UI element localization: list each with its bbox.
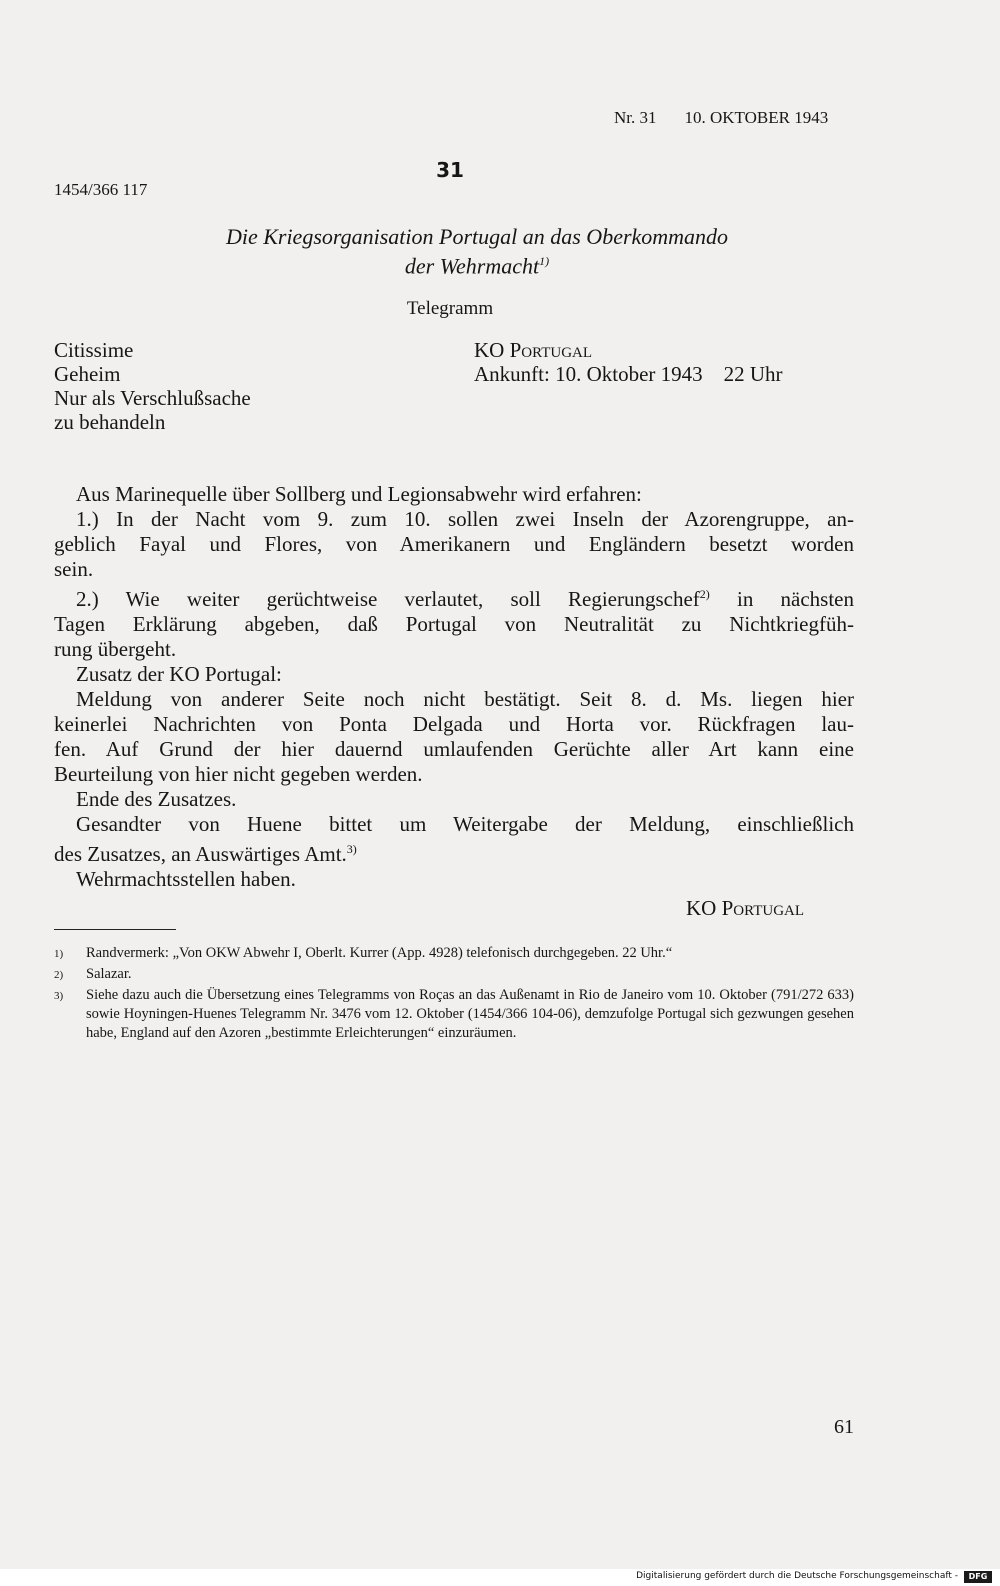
- archive-reference: 1454/366 117: [54, 180, 148, 199]
- telegram-body: [54, 482, 854, 892]
- footnote-text: Salazar.: [86, 966, 132, 982]
- footnote-text: Siehe dazu auch die Übersetzung eines Telegramms von Roças an das Außenamt in Rio de Janeiro vom 10. Oktober (791/272 633) sowie Hoyningen-Huenes Telegramm Nr. 3476 vom 12. Oktober (1454/366 104-06), demzufolge Portugal sich gezwungen gesehen habe, England auf den Azoren „bestimmte Erleichterungen“ einzuräumen.: [86, 987, 854, 1041]
- body-line: des Zusatzes, an Auswärtiges Amt.$^{3)}$: [54, 842, 357, 866]
- footnote-ref-2: 2): [699, 587, 710, 601]
- body-paragraph: Wehrmachtsstellen haben.: [76, 867, 296, 891]
- body-line: sein.: [54, 557, 94, 581]
- body-line: rung übergeht.: [54, 637, 177, 661]
- body-paragraph: Zusatz der KO Portugal:: [76, 662, 282, 686]
- header-date: 10. OKTOBER 1943: [684, 108, 829, 127]
- title-line-2: der Wehrmacht$^{1)}$: [404, 253, 550, 279]
- footnote: [54, 986, 854, 1043]
- body-line: keinerlei Nachrichten von Ponta Delgada und Horta vor. Rückfragen lau-: [54, 712, 854, 736]
- body-line: geblich Fayal und Flores, von Amerikanern und Engländern besetzt worden: [54, 532, 854, 556]
- page-number: 61: [834, 1416, 854, 1438]
- body-line: Tagen Erklärung abgeben, daß Portugal von Neutralität zu Nichtkriegfüh-: [54, 612, 854, 636]
- dfg-logo: DFG: [964, 1571, 992, 1583]
- footnote-mark: 1): [54, 948, 64, 960]
- body-line: 2.) Wie weiter gerüchtweise verlautet, soll Regierungschef$^{2)}$ in nächsten: [76, 587, 854, 611]
- body-line: Beurteilung von hier nicht gegeben werden.: [54, 762, 423, 786]
- footnote-ref-3: 3): [346, 842, 357, 856]
- running-header: [614, 108, 828, 128]
- footnote-ref-1: 1): [539, 254, 550, 268]
- header-number: Nr. 31: [614, 108, 657, 127]
- classification-block: [54, 338, 251, 434]
- arrival-time: Ankunft: 10. Oktober 1943 22 Uhr: [474, 362, 783, 386]
- body-line: 1.) In der Nacht vom 9. zum 10. sollen zwei Inseln der Azorengruppe, an-: [76, 507, 854, 531]
- classification-line: Nur als Verschlußsache: [54, 386, 251, 410]
- footnote-mark: 2): [54, 969, 64, 981]
- classification-line: Citissime: [54, 338, 134, 362]
- footnotes: [54, 944, 854, 1044]
- document-type: Telegramm: [406, 298, 494, 319]
- footnote-divider: [54, 929, 176, 930]
- body-line: fen. Auf Grund der hier dauernd umlaufenden Gerüchte aller Art kann eine: [54, 737, 854, 761]
- footnote-mark: 3): [54, 990, 64, 1002]
- footnote: [54, 944, 854, 964]
- body-paragraph: Ende des Zusatzes.: [76, 787, 237, 811]
- footer-text: Digitalisierung gefördert durch die Deutsche Forschungsgemeinschaft -: [636, 1571, 958, 1581]
- body-paragraph: Aus Marinequelle über Sollberg und Legionsabwehr wird erfahren:: [76, 482, 642, 506]
- sender-block: [474, 338, 783, 386]
- document-number: 31: [436, 158, 464, 182]
- body-line: Gesandter von Huene bittet um Weitergabe der Meldung, einschließlich: [76, 812, 854, 836]
- footnote-text: Randvermerk: „Von OKW Abwehr I, Oberlt. Kurrer (App. 4928) telefonisch durchgegeben. 22 Uhr.“: [86, 945, 673, 961]
- sender: KO Portugal: [474, 338, 593, 362]
- digitization-footer: [0, 1569, 1000, 1586]
- title-line-1: Die Kriegsorganisation Portugal an das Oberkommando: [225, 224, 729, 249]
- body-line: Meldung von anderer Seite noch nicht bestätigt. Seit 8. d. Ms. liegen hier: [76, 687, 854, 711]
- document-title: [54, 224, 900, 278]
- signature: KO Portugal: [686, 896, 805, 920]
- classification-line: Geheim: [54, 362, 121, 386]
- footnote: [54, 965, 854, 985]
- classification-line: zu behandeln: [54, 410, 166, 434]
